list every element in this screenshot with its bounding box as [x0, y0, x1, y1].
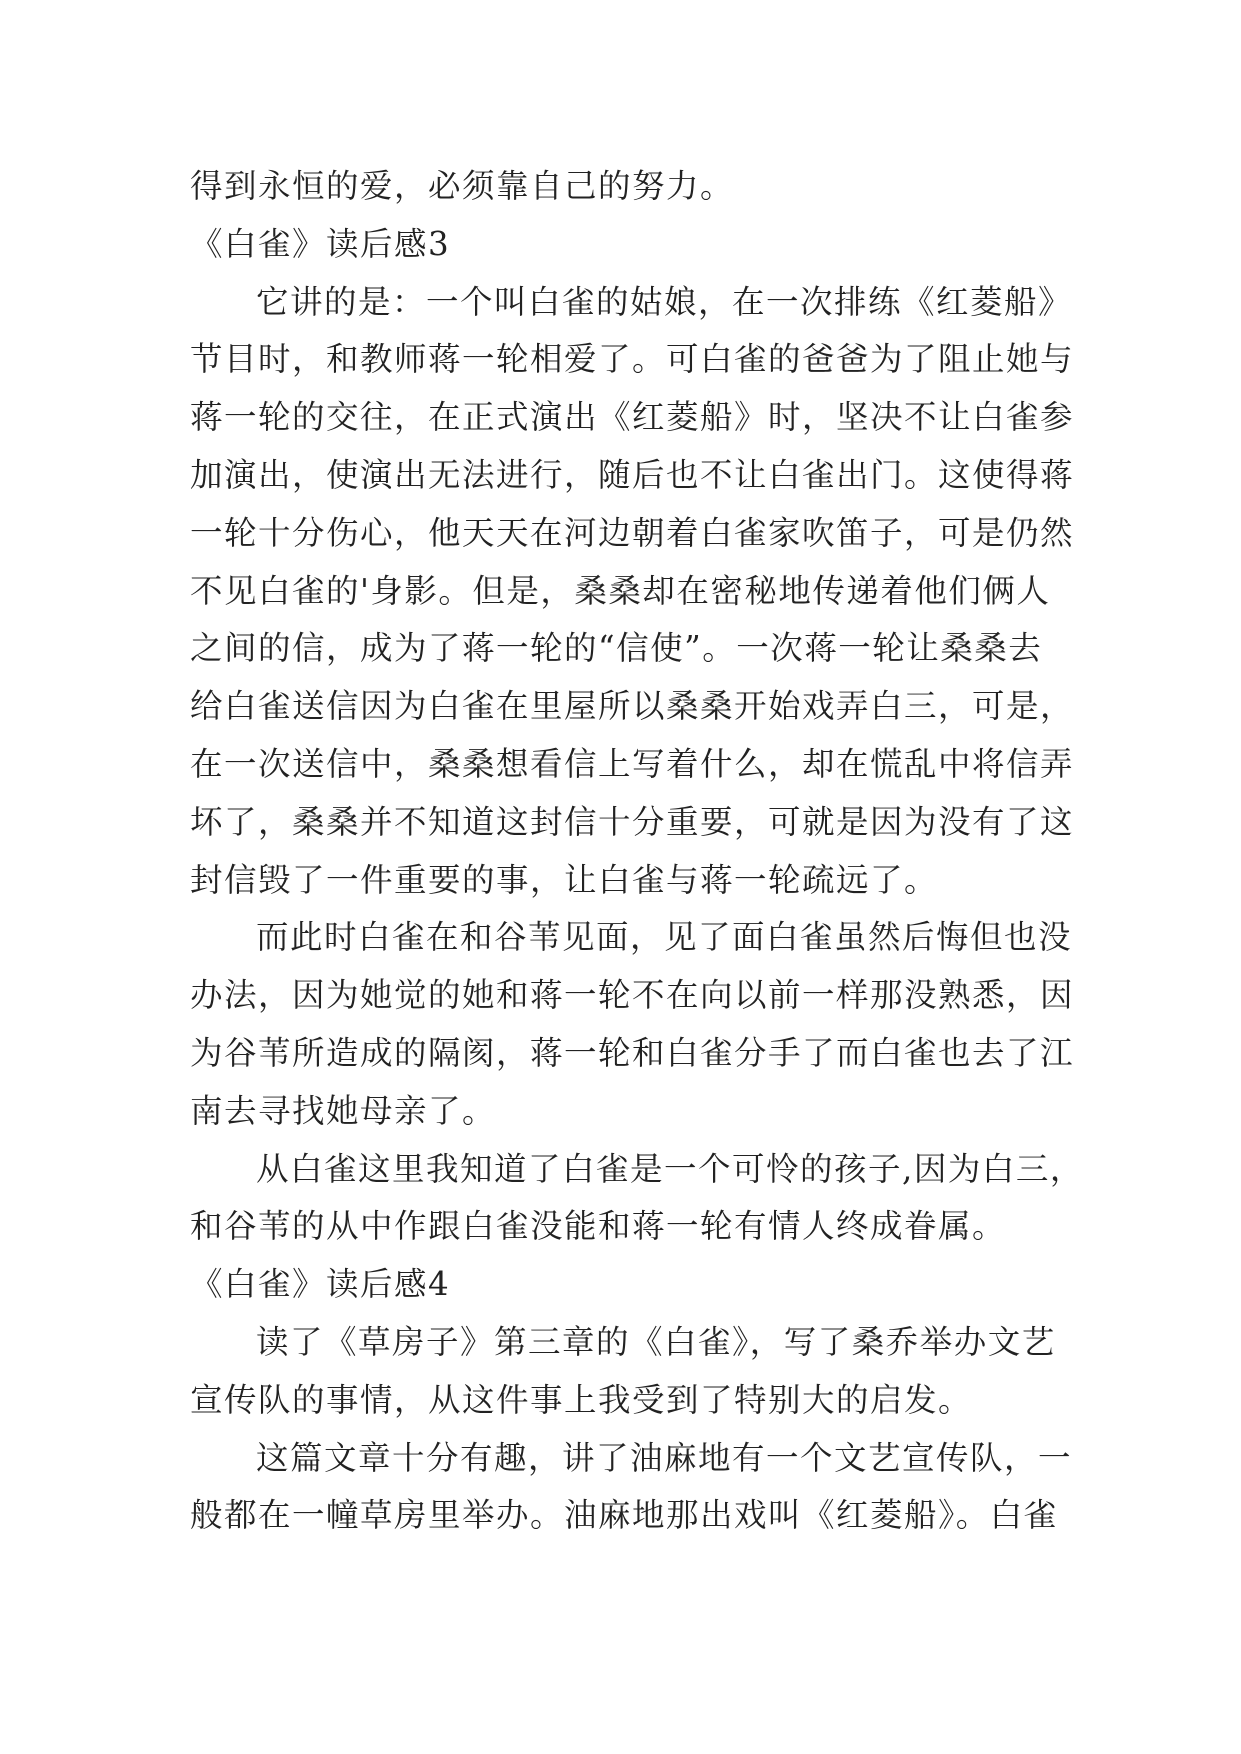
text-line: 不见白雀的'身影。但是，桑桑却在密秘地传递着他们俩人 [190, 571, 1051, 610]
paragraph-first-line: 从白雀这里我知道了白雀是一个可怜的孩子,因为白三， [256, 1149, 1084, 1188]
text-line: 得到永恒的爱，必须靠自己的努力。 [190, 167, 735, 205]
paragraph-first-line: 而此时白雀在和谷苇见面，见了面白雀虽然后悔但也没 [256, 918, 1073, 957]
text-line: 在一次送信中，桑桑想看信上写着什么，却在慌乱中将信弄 [190, 744, 1075, 783]
text-line: 一轮十分伤心，他天天在河边朝着白雀家吹笛子，可是仍然 [190, 513, 1075, 552]
section-heading: 《白雀》读后感4 [190, 1265, 451, 1304]
text-line: 之间的信，成为了蒋一轮的“信使”。一次蒋一轮让桑桑去 [190, 629, 1043, 668]
text-line: 蒋一轮的交往，在正式演出《红菱船》时，坚决不让白雀参 [190, 398, 1075, 437]
section-heading: 《白雀》读后感3 [190, 224, 451, 263]
text-line: 为谷苇所造成的隔阂，蒋一轮和白雀分手了而白雀也去了江 [190, 1033, 1075, 1072]
paragraph-first-line: 它讲的是：一个叫白雀的姑娘，在一次排练《红菱船》 [256, 282, 1073, 321]
paragraph-first-line: 读了《草房子》第三章的《白雀》，写了桑乔举办文艺 [256, 1322, 1056, 1361]
text-line: 节目时，和教师蒋一轮相爱了。可白雀的爸爸为了阻止她与 [190, 340, 1075, 379]
text-line: 坏了，桑桑并不知道这封信十分重要，可就是因为没有了这 [190, 802, 1075, 841]
text-line: 给白雀送信因为白雀在里屋所以桑桑开始戏弄白三，可是， [190, 687, 1075, 726]
text-line: 办法，因为她觉的她和蒋一轮不在向以前一样那没熟悉，因 [190, 976, 1075, 1015]
text-line: 南去寻找她母亲了。 [190, 1091, 497, 1130]
document-body [190, 158, 1084, 1545]
text-line: 般都在一幢草房里举办。油麻地那出戏叫《红菱船》。白雀 [190, 1496, 1058, 1535]
text-line: 宣传队的事情，从这件事上我受到了特别大的启发。 [190, 1380, 973, 1419]
text-line: 和谷苇的从中作跟白雀没能和蒋一轮有情人终成眷属。 [190, 1207, 1007, 1246]
paragraph-first-line: 这篇文章十分有趣，讲了油麻地有一个文艺宣传队，一 [256, 1438, 1073, 1477]
text-line: 封信毁了一件重要的事，让白雀与蒋一轮疏远了。 [190, 860, 939, 899]
text-line: 加演出，使演出无法进行，随后也不让白雀出门。这使得蒋 [190, 455, 1075, 494]
